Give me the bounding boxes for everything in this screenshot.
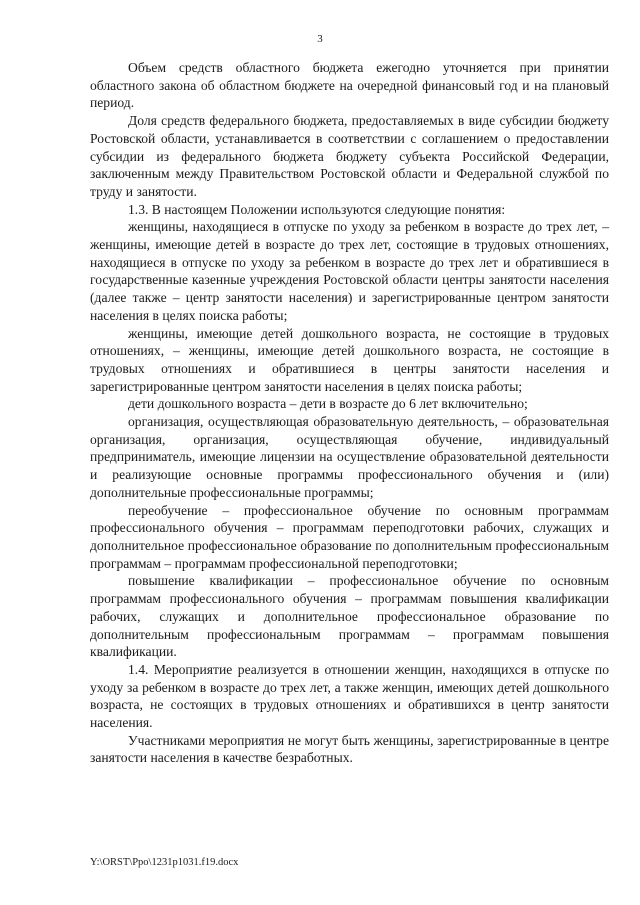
paragraph-measure-scope: 1.4. Мероприятие реализуется в отношении женщин, находящихся в отпуске по уходу за ребенком в возрасте до трех лет, а также женщин, имеющих детей дошкольного возраста, не состоящих в трудовых отношениях и обратившихся в центр занятости населения. — [90, 661, 609, 731]
paragraph-definition-qualification: повышение квалификации – профессиональное обучение по основным программам профессионального обучения – программам повышения квалификации рабочих, служащих и дополнительное профессиональное образование по дополнительным профессиональным программам – программам повышения квалификации. — [90, 573, 609, 660]
paragraph-definition-leave-women: женщины, находящиеся в отпуске по уходу за ребенком в возрасте до трех лет, – женщины, имеющие детей в возрасте до трех лет, состоящие в трудовых отношениях, находящиеся в отпуске по уходу за ребенком в возрасте до трех лет и обратившиеся в государственные казенные учреждения Ростовской области центры занятости населения (далее также – центр занятости населения) и зарегистрированные центром занятости населения в целях поиска работы; — [90, 219, 609, 323]
document-body — [90, 59, 609, 767]
paragraph-definition-preschool-age: дети дошкольного возраста – дети в возрасте до 6 лет включительно; — [128, 396, 528, 412]
paragraph-budget-volume: Объем средств областного бюджета ежегодно уточняется при принятии областного закона об областном бюджете на очередной финансовый год и на плановый период. — [90, 60, 609, 111]
footer-file-path: Y:\ORST\Ppo\1231p1031.f19.docx — [90, 857, 239, 868]
page-number: 3 — [317, 33, 323, 45]
paragraph-participants-exclusion: Участниками мероприятия не могут быть женщины, зарегистрированные в центре занятости населения в качестве безработных. — [90, 732, 609, 766]
paragraph-definition-preschool-mothers: женщины, имеющие детей дошкольного возраста, не состоящие в трудовых отношениях, – женщины, имеющие детей дошкольного возраста, не состоящие в трудовых отношениях и обратившиеся в центры занятости населения и зарегистрированные центром занятости населения в целях поиска работы; — [90, 325, 609, 394]
paragraph-definition-retraining: переобучение – профессиональное обучение по основным программам профессионального обучения – программам переподготовки рабочих, служащих и дополнительное профессиональное образование по дополнительным профессиональным программам – программам профессиональной переподготовки; — [90, 502, 609, 571]
paragraph-definition-education-org: организация, осуществляющая образовательную деятельность, – образовательная организация, организация, осуществляющая обучение, индивидуальный предприниматель, имеющие лицензии на осуществление образовательной деятельности и реализующие основные программы профессионального обучения и (или) дополнительные профессиональные программы; — [90, 414, 609, 500]
paragraph-definitions-intro: 1.3. В настоящем Положении используются следующие понятия: — [128, 201, 506, 217]
paragraph-federal-share: Доля средств федерального бюджета, предоставляемых в виде субсидии бюджету Ростовской области, устанавливается в соответствии с соглашением о предоставлении субсидии из федерального бюджета бюджету субъекта Российской Федерации, заключенным между Правительством Ростовской области и Федеральной службой по труду и занятости. — [90, 113, 609, 199]
